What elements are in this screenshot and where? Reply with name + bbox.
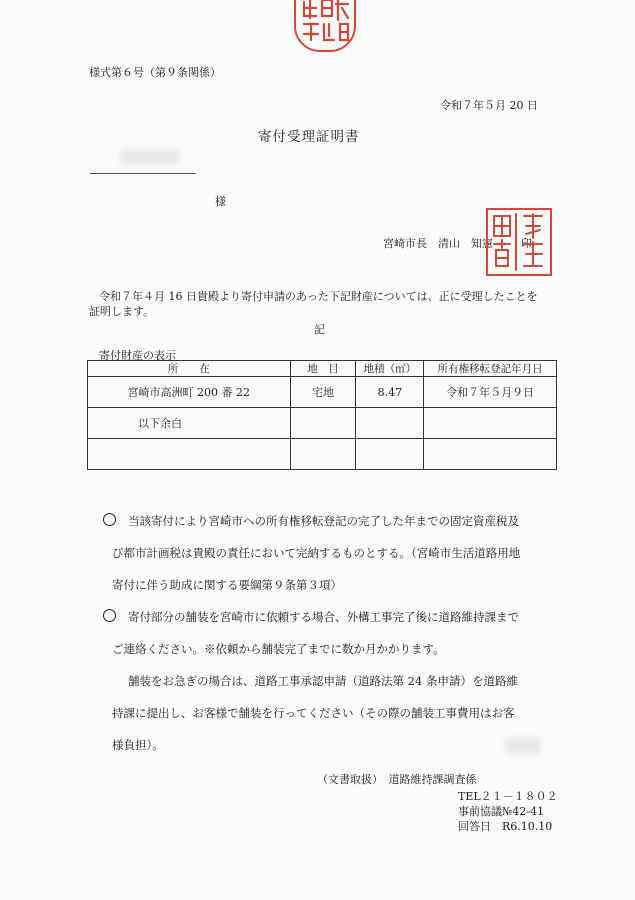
mayor-seal-glyph-icon xyxy=(488,210,550,274)
note-2-line-1: 寄付部分の舗装を宮崎市に依頼する場合、外構工事完了後に道路維持課まで xyxy=(128,610,519,624)
note-2-bullet xyxy=(103,601,116,633)
table-header-row xyxy=(88,361,557,377)
body-line-2: 証明します。 xyxy=(89,305,155,318)
document-handler: （文書取扱） 道路維持課調査係 xyxy=(317,773,477,786)
circle-bullet-icon xyxy=(103,513,116,526)
header-area: 地積（㎡） xyxy=(356,361,424,377)
cell-area xyxy=(356,408,424,439)
table-row xyxy=(88,377,557,408)
contact-phone: TEL２１－１８０２ xyxy=(458,790,558,803)
cell-registration-date xyxy=(424,439,557,470)
cell-location: 宮崎市高洲町 200 番 22 xyxy=(88,377,291,408)
table-row xyxy=(88,439,557,470)
note-1-line-1: 当該寄付により宮崎市への所有権移転登記の完了した年までの固定資産税及 xyxy=(128,514,519,528)
recipient-honorific: 様 xyxy=(215,195,226,208)
header-land-category: 地 目 xyxy=(290,361,356,377)
note-1-line-2: び都市計画税は貴殿の責任において完納するものとする。（宮崎市生活道路用地 xyxy=(112,546,521,560)
cell-registration-date: 令和７年５月９日 xyxy=(424,377,557,408)
cell-area: 8.47 xyxy=(356,377,424,408)
redacted-name xyxy=(120,150,180,164)
note-3-line-1: 舗装をお急ぎの場合は、道路工事承認申請（道路法第 24 条申請）を道路維 xyxy=(128,674,518,688)
redacted-initial xyxy=(505,738,541,754)
circle-bullet-icon xyxy=(103,609,116,622)
note-3-line-3: 様負担）。 xyxy=(112,738,164,752)
note-3-line-2: 持課に提出し、お客様で舗装を行ってください（その際の舗装工事費用はお客 xyxy=(112,706,515,720)
note-1-bullet xyxy=(103,505,116,537)
seal-glyph-icon xyxy=(296,0,354,50)
cell-location: 以下余白 xyxy=(88,408,291,439)
header-registration-date: 所有権移転登記年月日 xyxy=(424,361,557,377)
consultation-number: 事前協議№42-41 xyxy=(458,805,545,818)
property-table xyxy=(87,360,557,470)
cell-registration-date xyxy=(424,408,557,439)
city-seal-top xyxy=(294,0,356,52)
note-1-line-3: 寄付に伴う助成に関する要綱第９条第３項） xyxy=(112,578,342,592)
cell-land-category: 宅地 xyxy=(290,377,356,408)
document-title: 寄付受理証明書 xyxy=(258,129,360,145)
answer-date: 回答日 R6.10.10 xyxy=(458,820,553,833)
body-line-1: 令和７年４月 16 日貴殿より寄付申請のあった下記財産については、正に受理したことを xyxy=(99,290,538,303)
cell-land-category xyxy=(290,439,356,470)
issuer-name: 宮崎市長 清山 知憲 xyxy=(383,237,493,250)
note-2-line-2: ご連絡ください。※依頼から舗装完了までに数か月かかります。 xyxy=(112,642,445,656)
table-row xyxy=(88,408,557,439)
issuer-seal-mark: 印 xyxy=(521,237,532,250)
cell-area xyxy=(356,439,424,470)
cell-land-category xyxy=(290,408,356,439)
ki-marker: 記 xyxy=(314,323,325,336)
mayor-seal xyxy=(486,208,552,276)
property-caption: 寄付財産の表示 xyxy=(99,349,176,362)
form-label: 様式第６号（第９条関係） xyxy=(89,66,221,79)
issue-date: 令和７年５月 20 日 xyxy=(440,99,538,112)
recipient-underline xyxy=(90,173,196,174)
cell-location xyxy=(88,439,291,470)
header-location: 所 在 xyxy=(88,361,291,377)
